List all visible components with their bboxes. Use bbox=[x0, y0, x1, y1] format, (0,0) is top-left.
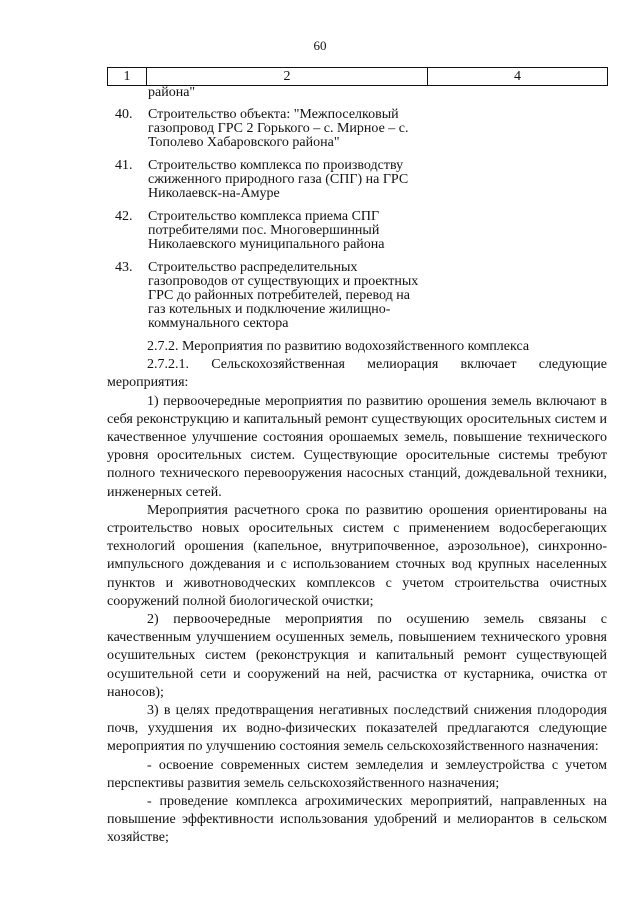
item-text: Строительство объекта: "Межпоселковый газопровод ГРС 2 Горького – с. Мирное – с. Тополево Хабаровского района" bbox=[148, 107, 409, 150]
header-cell-col2: 2 bbox=[147, 68, 428, 86]
list-item bbox=[107, 108, 427, 150]
table-header bbox=[107, 67, 608, 86]
list-item bbox=[107, 210, 427, 252]
paragraph: - освоение современных систем земледелия и землеустройства с учетом перспективы развития земель сельскохозяйственного назначения; bbox=[107, 757, 607, 791]
subsection-heading: 2.7.2.1. Сельскохозяйственная мелиорация включает следующие мероприятия: bbox=[107, 357, 607, 391]
item-text: Строительство комплекса приема СПГ потребителями пос. Многовершинный Николаевского муниципального района bbox=[148, 209, 385, 252]
item-number: 43. bbox=[115, 260, 133, 275]
paragraph: Мероприятия расчетного срока по развитию орошения ориентированы на строительство новых оросительных систем с применением водосберегающих технологий орошения (капельное, внутрипочвенное, аэрозольное), синхронно-импульсного дождевания и с использованием сточных вод крупных населенных пунктов и животноводческих комплексов с учетом строительства очистных сооружений полной биологической очистки; bbox=[107, 502, 607, 609]
continued-text: района" bbox=[148, 85, 196, 100]
item-number: 40. bbox=[115, 107, 133, 122]
item-text: Строительство комплекса по производству сжиженного природного газа (СПГ) на ГРС Николаевск-на-Амуре bbox=[148, 158, 409, 201]
item-text: Строительство распределительных газопроводов от существующих и проектных ГРС до районных потребителей, перевод на газ котельных и подключение жилищно-коммунального сектора bbox=[148, 260, 419, 331]
paragraph: 3) в целях предотвращения негативных последствий снижения плодородия почв, ухудшения их водно-физических показателей предлагаются следующие мероприятия по улучшению состояния земель сельскохозяйственного назначения: bbox=[107, 703, 607, 755]
paragraph: 2) первоочередные мероприятия по осушению земель связаны с качественным улучшением осушенных земель, повышением технического уровня осушительных систем (реконструкция и капитальный ремонт существующей осушительной сети и сооружений на ней, расчистка от кустарника, очистка от наносов); bbox=[107, 612, 607, 700]
paragraph: - проведение комплекса агрохимических мероприятий, направленных на повышение эффективности использования удобрений и мелиорантов в сельском хозяйстве; bbox=[107, 794, 607, 846]
header-cell-col4: 4 bbox=[428, 68, 608, 86]
header-cell-col1: 1 bbox=[108, 68, 147, 86]
item-number: 42. bbox=[115, 209, 133, 224]
list-item bbox=[107, 261, 427, 331]
paragraph: 1) первоочередные мероприятия по развитию орошения земель включают в себя реконструкцию и капитальный ремонт существующих оросительных систем и качественное улучшение состояния орошаемых земель, повышение технического уровня оросительных систем. Существующие оросительные системы требуют полного технического перевооружения насосных станций, дождевальной техники, инженерных сетей. bbox=[107, 393, 607, 500]
table-header-row bbox=[108, 68, 608, 86]
body-text bbox=[107, 338, 607, 848]
list-item bbox=[107, 159, 427, 201]
page-number: 60 bbox=[313, 38, 327, 53]
table-items bbox=[107, 86, 427, 340]
item-number: 41. bbox=[115, 158, 133, 173]
section-heading: 2.7.2. Мероприятия по развитию водохозяйственного комплекса bbox=[147, 339, 530, 354]
